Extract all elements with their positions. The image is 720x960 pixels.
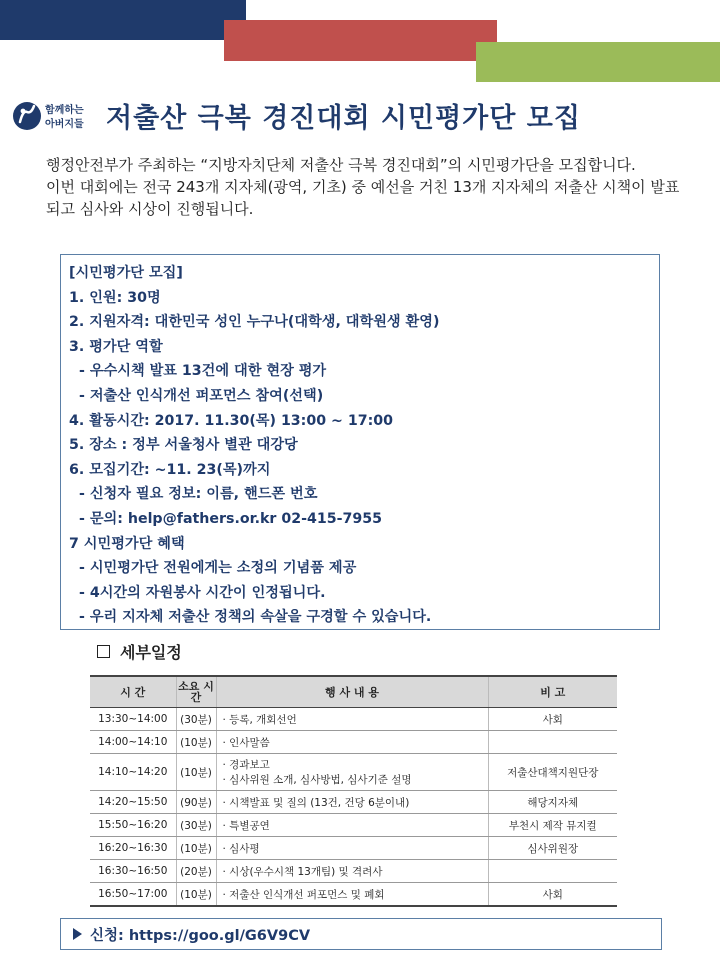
recruit-line: - 저출산 인식개선 퍼포먼스 참여(선택): [79, 387, 324, 404]
table-row: [90, 791, 617, 814]
cell-note: 사회: [488, 708, 617, 731]
recruit-heading: [시민평가단 모집]: [69, 265, 183, 281]
intro-paragraph-1: 행정안전부가 주최하는 “지방자치단체 저출산 극복 경진대회”의 시민평가단을 모집합니다.: [46, 156, 636, 174]
recruit-line: - 우수시책 발표 13건에 대한 현장 평가: [79, 363, 327, 380]
schedule-header-row: [90, 676, 617, 708]
cell-time: 14:20~15:50: [90, 791, 176, 814]
recruit-line: - 시민평가단 전원에게는 소정의 기념품 제공: [79, 560, 357, 577]
recruit-line: 1. 인원: 30명: [69, 289, 161, 306]
cell-time: 16:30~16:50: [90, 860, 176, 883]
cell-note: 심사위원장: [488, 837, 617, 860]
logo-text-top: 함께하는: [45, 105, 84, 116]
cell-duration: (30분): [176, 708, 216, 731]
cell-content: · 저출산 인식개선 퍼포먼스 및 폐회: [216, 883, 488, 907]
table-row: [90, 708, 617, 731]
cell-content: · 특별공연: [216, 814, 488, 837]
cell-content: [216, 754, 488, 791]
header-note: 비 고: [488, 676, 617, 708]
cell-note: 저출산대책지원단장: [488, 754, 617, 791]
cell-duration: (10분): [176, 837, 216, 860]
apply-link-text[interactable]: 신청: https://goo.gl/G6V9CV: [90, 927, 311, 944]
cell-time: 15:50~16:20: [90, 814, 176, 837]
intro-paragraph-2: 이번 대회에는 전국 243개 지자체(광역, 기초) 중 예선을 거친 13개 지자체의 저출산 시책이 발표되고 심사와 시상이 진행됩니다.: [46, 178, 680, 218]
table-row: [90, 837, 617, 860]
table-row: [90, 883, 617, 907]
recruit-line: - 4시간의 자원봉사 시간이 인정됩니다.: [79, 584, 326, 601]
cell-content: · 시상(우수시책 13개팀) 및 격려사: [216, 860, 488, 883]
cell-content: · 등록, 개회선언: [216, 708, 488, 731]
cell-time: 14:00~14:10: [90, 731, 176, 754]
cell-content: · 시책발표 및 질의 (13건, 건당 6분이내): [216, 791, 488, 814]
table-row: [90, 814, 617, 837]
cell-content-line: · 경과보고: [222, 759, 270, 771]
recruit-line: 2. 지원자격: 대한민국 성인 누구나(대학생, 대학원생 환영): [69, 314, 440, 331]
cell-note: [488, 860, 617, 883]
header-content: 행 사 내 용: [216, 676, 488, 708]
table-row: [90, 731, 617, 754]
recruit-contact-line[interactable]: - 문의: help@fathers.or.kr 02-415-7955: [79, 510, 382, 527]
header-bar-navy: [0, 0, 246, 40]
header-bar-green: [476, 42, 720, 82]
triangle-bullet-icon: [73, 928, 82, 940]
cell-time: 14:10~14:20: [90, 754, 176, 791]
recruit-line: 5. 장소 : 정부 서울청사 별관 대강당: [69, 437, 298, 454]
recruit-line: 6. 모집기간: ~11. 23(목)까지: [69, 461, 271, 478]
schedule-title-text: 세부일정: [120, 643, 182, 662]
cell-note: 부천시 제작 뮤지컬: [488, 814, 617, 837]
cell-duration: (10분): [176, 754, 216, 791]
cell-content: · 심사평: [216, 837, 488, 860]
cell-duration: (10분): [176, 731, 216, 754]
page-title: 저출산 극복 경진대회 시민평가단 모집: [106, 103, 581, 134]
schedule-table: [90, 675, 617, 907]
cell-time: 16:50~17:00: [90, 883, 176, 907]
cell-duration: (30분): [176, 814, 216, 837]
cell-content-line: · 심사위원 소개, 심사방법, 심사기준 설명: [222, 774, 412, 786]
apply-link-box[interactable]: [60, 918, 662, 950]
table-row: [90, 754, 617, 791]
recruit-line: 4. 활동시간: 2017. 11.30(목) 13:00 ~ 17:00: [69, 412, 394, 429]
fathers-logo: [12, 100, 108, 132]
logo-text-bottom: 아버지들: [45, 119, 84, 130]
square-bullet-icon: [97, 645, 110, 658]
header-duration: 소요 시간: [176, 676, 216, 708]
intro-text: [46, 154, 686, 220]
recruit-line: 7 시민평가단 혜택: [69, 535, 185, 552]
cell-duration: (10분): [176, 883, 216, 907]
header-bar-red: [224, 20, 497, 61]
cell-note: [488, 731, 617, 754]
cell-note: 사회: [488, 883, 617, 907]
recruit-line: - 우리 지자체 저출산 정책의 속살을 구경할 수 있습니다.: [79, 609, 432, 626]
cell-time: 13:30~14:00: [90, 708, 176, 731]
schedule-heading: [97, 640, 182, 663]
cell-time: 16:20~16:30: [90, 837, 176, 860]
header-time: 시 간: [90, 676, 176, 708]
cell-duration: (90분): [176, 791, 216, 814]
recruit-info-box: [60, 254, 660, 630]
cell-note: 해당지자체: [488, 791, 617, 814]
recruit-line: 3. 평가단 역할: [69, 338, 163, 355]
table-row: [90, 860, 617, 883]
cell-content: · 인사말씀: [216, 731, 488, 754]
recruit-line: - 신청자 필요 정보: 이름, 핸드폰 번호: [79, 486, 318, 503]
cell-duration: (20분): [176, 860, 216, 883]
